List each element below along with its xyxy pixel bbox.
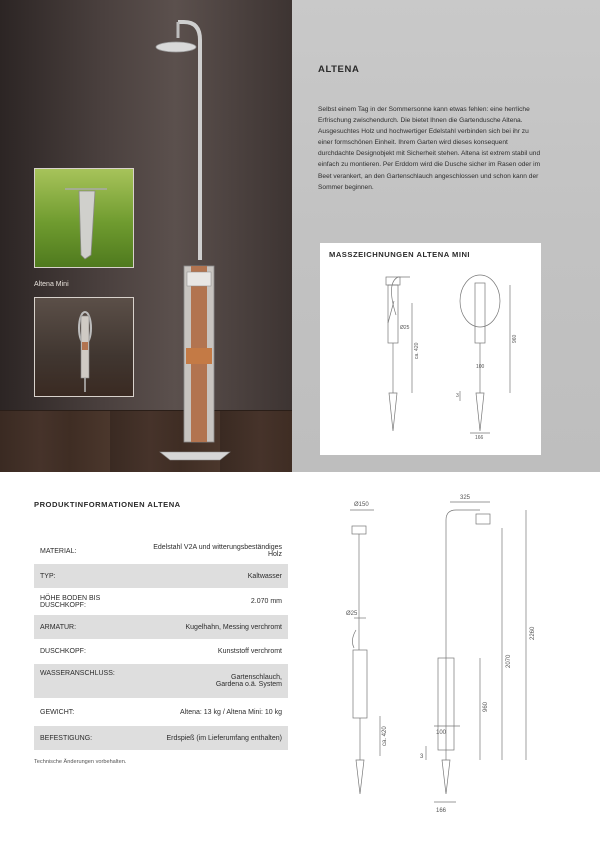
- spec-label: HÖHE BODEN BIS DUSCHKOPF:: [34, 588, 147, 615]
- spec-row-material: [34, 538, 288, 564]
- large-technical-drawing: [330, 490, 570, 820]
- spec-value-line2: Gardena o.ä. System: [215, 681, 282, 688]
- thumbnail-caption: Altena Mini: [34, 281, 69, 288]
- spec-value: Edelstahl V2A und witterungsbeständiges Holz: [147, 538, 288, 564]
- spec-label: WASSERANSCHLUSS:: [34, 664, 147, 698]
- dim-body: 960: [483, 701, 489, 712]
- product-photo: [0, 0, 292, 472]
- spec-value: Kaltwasser: [147, 564, 288, 588]
- spec-row-befestigung: [34, 726, 288, 750]
- spec-label: BEFESTIGUNG:: [34, 726, 147, 750]
- dim-height-tall: 960: [512, 334, 518, 343]
- spec-label: TYP:: [34, 564, 147, 588]
- dim-small: 3: [456, 393, 459, 399]
- dim-width: 100: [476, 364, 485, 370]
- dim-head: Ø150: [354, 502, 369, 508]
- dim-base: 166: [475, 435, 484, 441]
- spec-label: GEWICHT:: [34, 698, 147, 726]
- dim-diameter: Ø25: [400, 325, 410, 331]
- spec-row-armatur: [34, 615, 288, 639]
- spec-row-typ: [34, 564, 288, 588]
- spec-label: ARMATUR:: [34, 615, 147, 639]
- dim-reach: 325: [460, 495, 471, 501]
- dim-small-large: 3: [420, 754, 424, 760]
- spec-value: Kunststoff verchromt: [147, 639, 288, 664]
- spec-row-wasseranschluss: [34, 664, 288, 698]
- spec-table: [34, 538, 288, 750]
- dim-pipe: Ø25: [346, 611, 358, 617]
- dim-ca: ca. 420: [382, 726, 388, 746]
- product-title: ALTENA: [318, 64, 360, 75]
- mini-drawing-title: MASSZEICHNUNGEN ALTENA MINI: [329, 250, 471, 259]
- footnote: Technische Änderungen vorbehalten.: [34, 759, 127, 765]
- spec-row-duschkopf: [34, 639, 288, 664]
- thumbnail-mini: [34, 297, 134, 397]
- dim-to-head: 2070: [506, 654, 512, 668]
- spec-label: DUSCHKOPF:: [34, 639, 147, 664]
- thumbnail-garden: [34, 168, 134, 268]
- dim-total: 2260: [530, 626, 536, 640]
- dim-base-large: 166: [436, 808, 447, 814]
- spec-value: 2.070 mm: [147, 588, 288, 615]
- spec-row-hoehe: [34, 588, 288, 615]
- mini-drawing-box: [320, 243, 541, 455]
- spec-value: Altena: 13 kg / Altena Mini: 10 kg: [147, 698, 288, 726]
- mini-technical-drawing: [320, 243, 541, 455]
- spec-label: MATERIAL:: [34, 538, 147, 564]
- spec-row-gewicht: [34, 698, 288, 726]
- spec-value: Kugelhahn, Messing verchromt: [147, 615, 288, 639]
- dim-body-width: 100: [436, 730, 447, 736]
- spec-value: Gartenschlauch,: [231, 674, 282, 681]
- specs-title: PRODUKTINFORMATIONEN ALTENA: [34, 500, 181, 509]
- product-intro: Selbst einem Tag in der Sommersonne kann etwas fehlen: eine herrliche Erfrischung zwischendurch. Die bietet Ihnen die Gartendusche Altena. Ausgesuchtes Holz und hochwertiger Edelstahl verbinden sich bei ihr zu einer formschönen Einheit. Ihrem Garten wird dieses konsequent durchdachte Designobjekt mit Sicherheit stehen. Altena ist extrem stabil und einfach zu montieren. Per Erddorn wird die Dusche sicher im Rasen oder im Beet verankert, an den Gartenschlauch angeschlossen und schon kann der Sommer beginnen.: [318, 106, 541, 191]
- dim-height-short: ca. 420: [414, 342, 420, 359]
- spec-value: Erdspieß (im Lieferumfang enthalten): [147, 726, 288, 750]
